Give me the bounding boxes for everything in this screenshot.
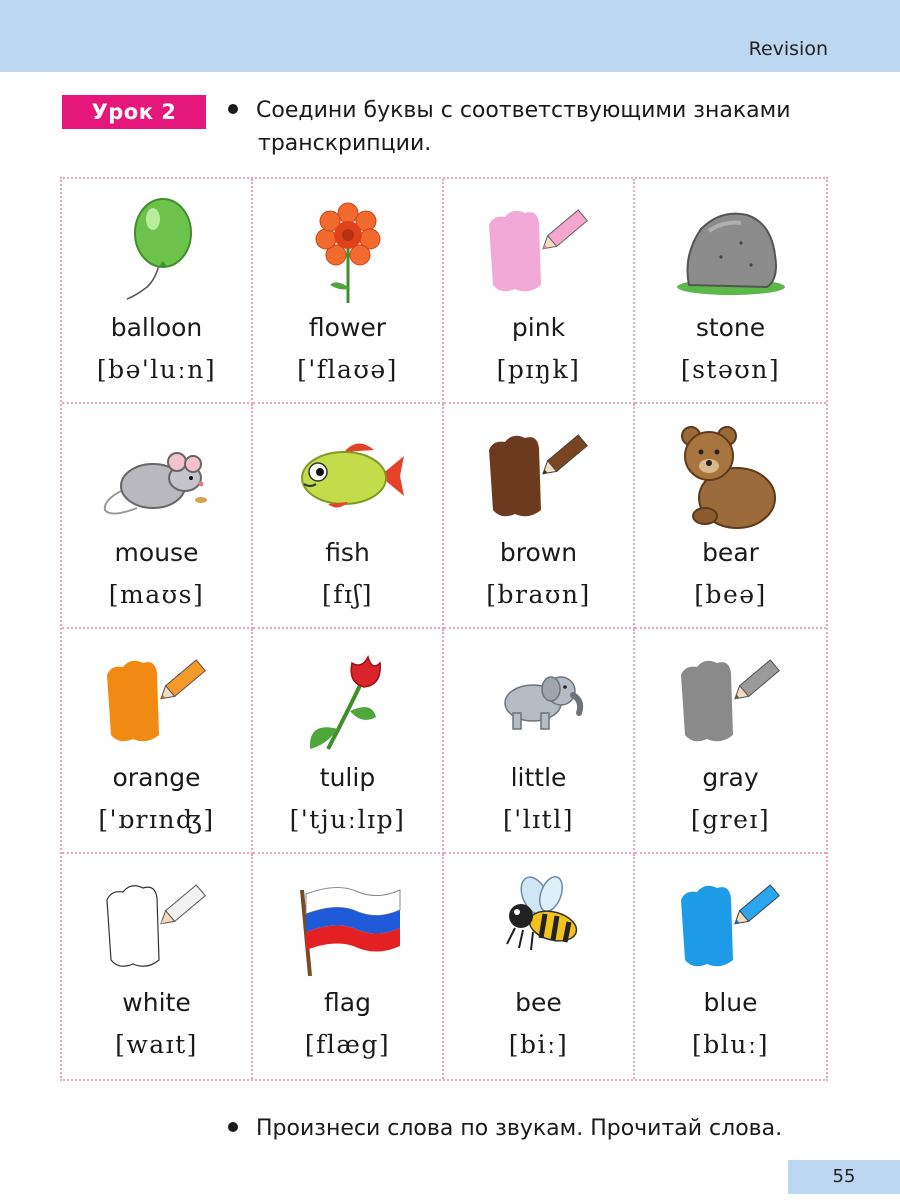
word-label: bee <box>515 988 562 1017</box>
word-label: bear <box>702 538 759 567</box>
transcription: [beə] <box>694 580 767 609</box>
word-label: flower <box>308 313 387 342</box>
word-card-fish <box>253 404 444 629</box>
word-card-tulip <box>253 629 444 854</box>
brown-pencil-scribble-icon <box>479 420 599 530</box>
transcription: [flæg] <box>304 1030 391 1059</box>
white-pencil-scribble-icon <box>97 870 217 980</box>
orange-pencil-scribble-icon <box>97 645 217 755</box>
transcription: [braʊn] <box>486 580 591 609</box>
word-card-balloon <box>62 179 253 404</box>
word-label: fish <box>325 538 370 567</box>
bee-icon <box>479 870 599 980</box>
word-label: tulip <box>319 763 376 792</box>
word-label: orange <box>112 763 201 792</box>
little-elephant-icon <box>479 645 599 755</box>
word-card-little <box>444 629 635 854</box>
mouse-icon <box>97 420 217 530</box>
bullet-icon <box>228 104 238 114</box>
instruction-line-1: Соедини буквы с соответствующими знаками <box>256 98 791 123</box>
transcription: [biː] <box>508 1030 569 1059</box>
instruction-line-2: транскрипции. <box>258 131 432 156</box>
transcription: ['ɒrɪnʤ] <box>98 805 215 834</box>
word-label: flag <box>324 988 371 1017</box>
word-card-pink <box>444 179 635 404</box>
transcription: [waɪt] <box>115 1030 198 1059</box>
transcription: [bluː] <box>691 1030 770 1059</box>
word-card-bee <box>444 854 635 1079</box>
orange-flower-icon <box>288 195 408 305</box>
transcription: [stəʊn] <box>680 355 781 384</box>
bullet-icon <box>228 1122 238 1132</box>
word-card-blue <box>635 854 826 1079</box>
lesson-tag: Урок 2 <box>62 95 206 129</box>
top-band <box>0 0 900 72</box>
word-card-mouse <box>62 404 253 629</box>
gray-pencil-scribble-icon <box>671 645 791 755</box>
word-label: gray <box>702 763 759 792</box>
word-label: balloon <box>110 313 203 342</box>
word-card-grid <box>60 177 828 1081</box>
footer-instruction <box>228 1112 833 1145</box>
blue-pencil-scribble-icon <box>671 870 791 980</box>
transcription: [fɪʃ] <box>321 580 374 609</box>
word-label: little <box>510 763 567 792</box>
word-card-flag <box>253 854 444 1079</box>
word-card-bear <box>635 404 826 629</box>
word-label: blue <box>703 988 758 1017</box>
section-label: Revision <box>748 38 828 60</box>
word-card-white <box>62 854 253 1079</box>
word-label: stone <box>695 313 766 342</box>
word-card-brown <box>444 404 635 629</box>
pink-pencil-scribble-icon <box>479 195 599 305</box>
fish-icon <box>288 420 408 530</box>
word-card-stone <box>635 179 826 404</box>
green-balloon-icon <box>97 195 217 305</box>
word-label: brown <box>499 538 578 567</box>
word-label: white <box>122 988 191 1017</box>
word-card-flower <box>253 179 444 404</box>
word-label: mouse <box>114 538 199 567</box>
instruction <box>228 94 833 160</box>
word-card-orange <box>62 629 253 854</box>
transcription: [maʊs] <box>108 580 205 609</box>
page-number: 55 <box>832 1166 856 1187</box>
transcription: ['lɪtl] <box>503 805 574 834</box>
page-number-box <box>788 1160 900 1194</box>
stone-icon <box>671 195 791 305</box>
russian-flag-icon <box>288 870 408 980</box>
word-label: pink <box>511 313 566 342</box>
footer-instruction-text: Произнеси слова по звукам. Прочитай слова. <box>256 1116 783 1141</box>
transcription: [bə'luːn] <box>96 355 217 384</box>
transcription: ['flaʊə] <box>297 355 398 384</box>
bear-icon <box>671 420 791 530</box>
word-card-gray <box>635 629 826 854</box>
transcription: [pɪŋk] <box>496 355 581 384</box>
transcription: [greɪ] <box>690 805 771 834</box>
transcription: ['tjuːlɪp] <box>289 805 406 834</box>
tulip-icon <box>288 645 408 755</box>
